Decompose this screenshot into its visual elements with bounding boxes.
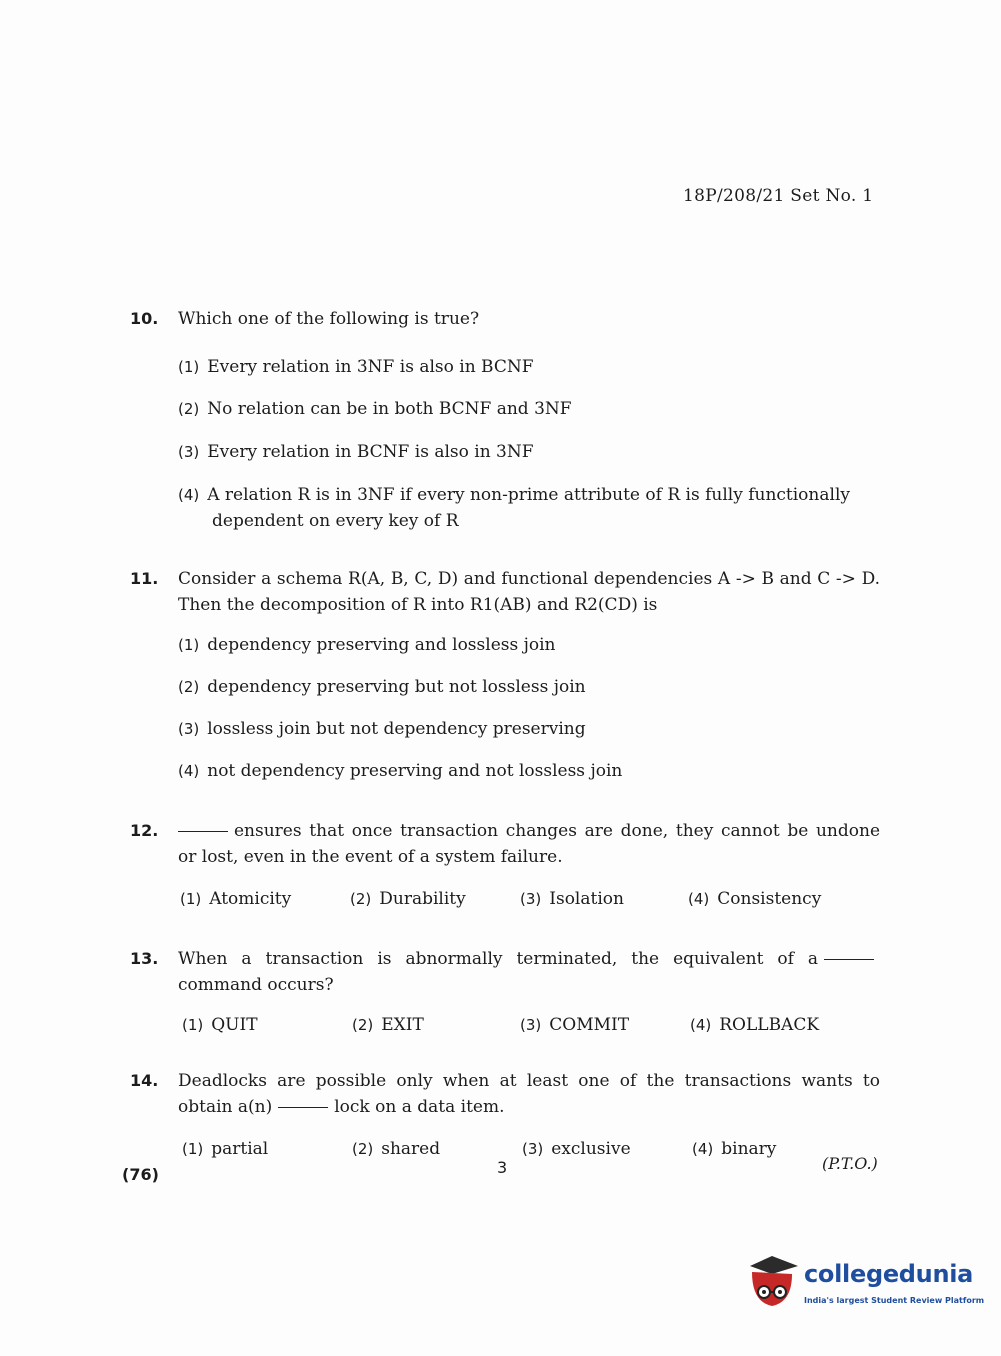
question-text: Deadlocks are possible only when at least one of the transactions wants to obtain a(n) <box>178 1071 880 1117</box>
question-number: 14. <box>130 1071 159 1090</box>
pto-note: (P.T.O.) <box>822 1154 878 1173</box>
option-1: (1) Atomicity <box>180 889 292 909</box>
footer-code: (76) <box>122 1165 159 1184</box>
option-2: (2) shared <box>352 1139 441 1159</box>
question-12 <box>130 818 880 909</box>
question-number: 12. <box>130 821 159 840</box>
option-4: (4) binary <box>692 1139 777 1159</box>
logo-tagline: India's largest Student Review Platform <box>804 1296 985 1305</box>
option-4: (4) A relation R is in 3NF if every non-prime attribute of R is fully functionally dependent on every key of R <box>178 485 850 531</box>
option-2: (2) No relation can be in both BCNF and 3NF <box>178 399 572 419</box>
mascot-icon <box>742 1252 802 1312</box>
option-1: (1) QUIT <box>182 1015 258 1035</box>
question-text: When a transaction is abnormally terminated, the equivalent of a <box>178 949 818 969</box>
question-text: ensures that once transaction changes are done, they cannot be undone or lost, even in the event of a system failure. <box>178 821 880 867</box>
collegedunia-logo <box>742 1252 985 1312</box>
question-number: 11. <box>130 569 159 588</box>
option-4: (4) ROLLBACK <box>690 1015 820 1035</box>
answer-blank <box>824 959 874 960</box>
option-3: (3) Isolation <box>520 889 624 909</box>
option-3: (3) Every relation in BCNF is also in 3NF <box>178 442 534 462</box>
option-1: (1) partial <box>182 1139 269 1159</box>
question-text: Which one of the following is true? <box>178 309 480 329</box>
question-number: 10. <box>130 309 159 328</box>
answer-blank <box>178 831 228 832</box>
question-13 <box>130 946 880 1035</box>
answer-blank <box>278 1107 328 1108</box>
option-3: (3) COMMIT <box>520 1015 630 1035</box>
question-number: 13. <box>130 949 159 968</box>
question-14 <box>130 1068 880 1159</box>
option-1: (1) dependency preserving and lossless join <box>178 635 556 655</box>
option-2: (2) Durability <box>350 889 466 909</box>
option-2: (2) EXIT <box>352 1015 424 1035</box>
question-10 <box>130 306 880 531</box>
page-number: 3 <box>497 1158 508 1177</box>
option-4: (4) Consistency <box>688 889 822 909</box>
paper-code: 18P/208/21 Set No. 1 <box>683 186 874 206</box>
option-2: (2) dependency preserving but not lossless join <box>178 677 586 697</box>
option-1: (1) Every relation in 3NF is also in BCNF <box>178 357 534 377</box>
option-3: (3) exclusive <box>522 1139 631 1159</box>
logo-wordmark: collegedunia <box>804 1260 974 1288</box>
option-3: (3) lossless join but not dependency preserving <box>178 719 586 739</box>
question-text: Consider a schema R(A, B, C, D) and functional dependencies A -> B and C -> D. Then the decomposition of R into R1(AB) and R2(CD) is <box>178 569 880 615</box>
question-11 <box>130 566 880 781</box>
option-4: (4) not dependency preserving and not lossless join <box>178 761 623 781</box>
question-text-end: lock on a data item. <box>334 1097 505 1117</box>
question-text-end: command occurs? <box>178 975 334 995</box>
